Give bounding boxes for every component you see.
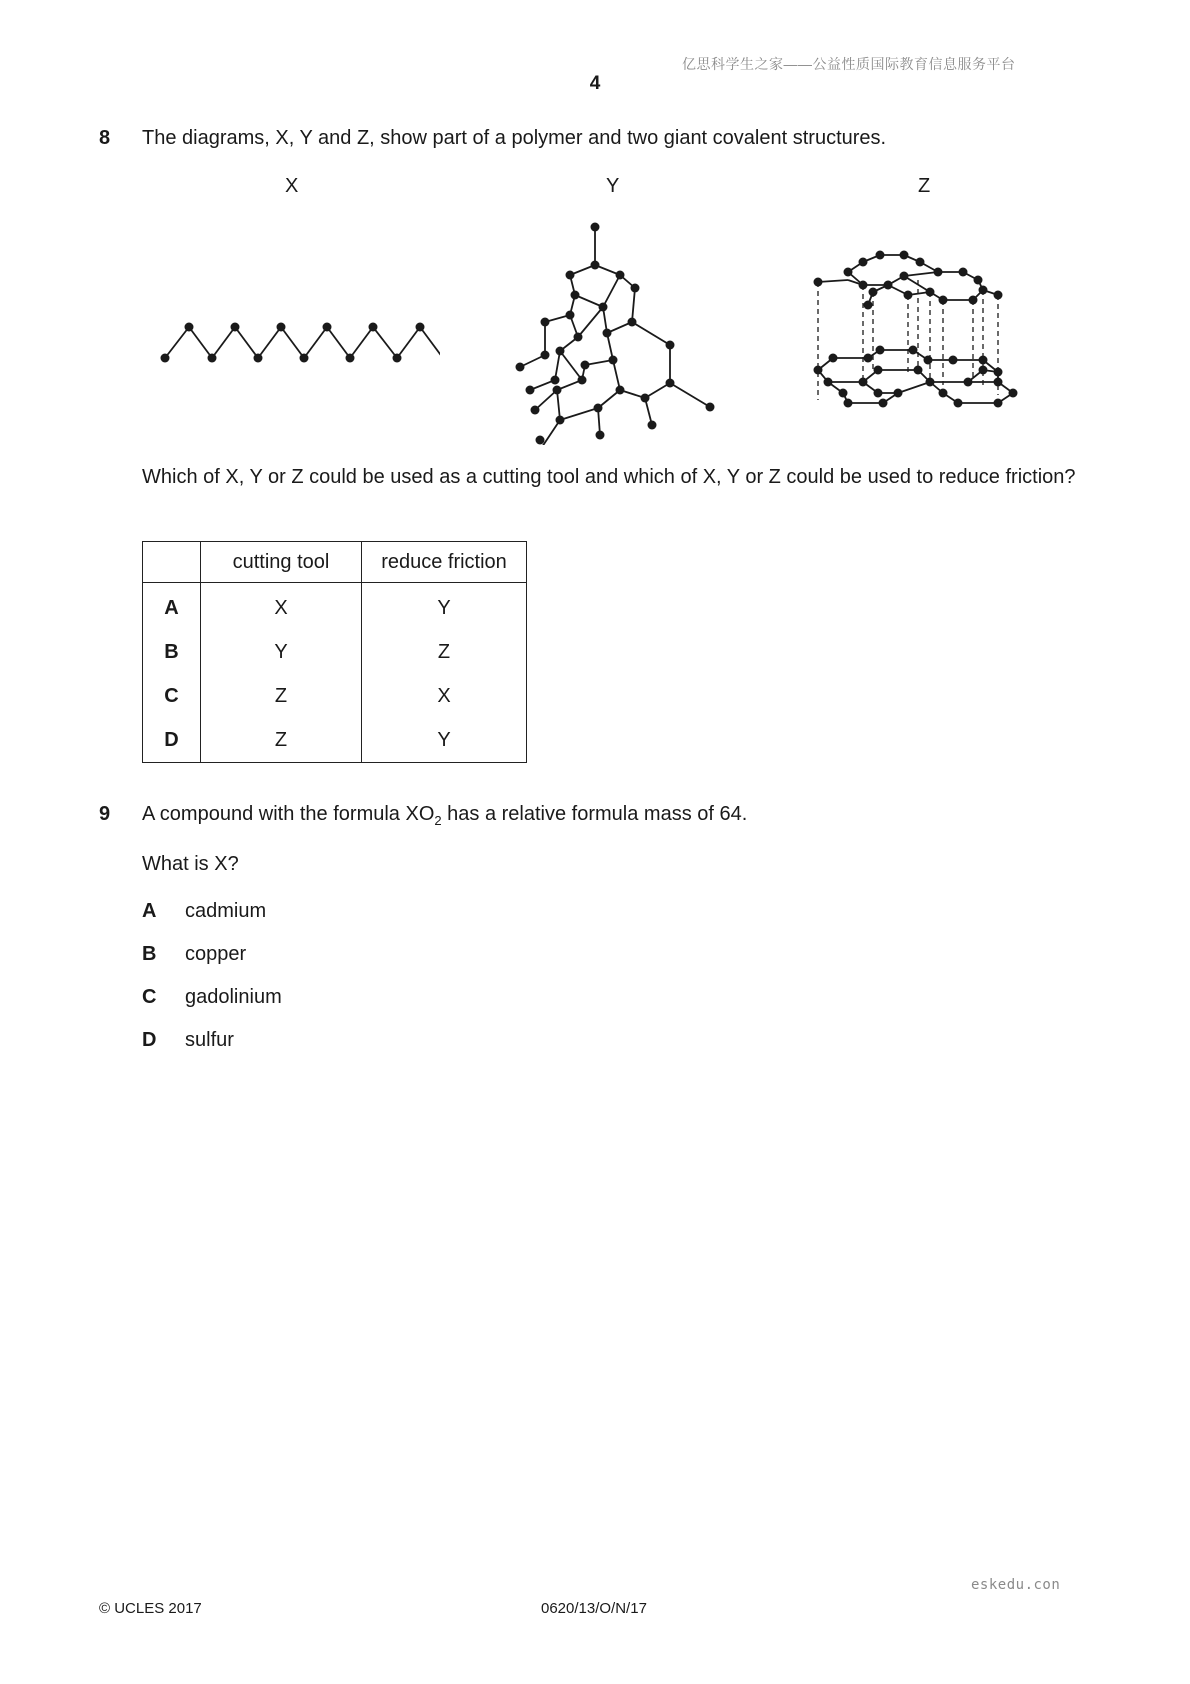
answer-table-header [143, 542, 527, 583]
option-letter: B [142, 943, 157, 965]
formula-subscript: 2 [434, 813, 442, 828]
graphite-top-layer [814, 251, 1003, 310]
header-reduce-friction: reduce friction [362, 542, 527, 583]
diagram-label-z: Z [918, 175, 931, 197]
question-8-number: 8 [99, 127, 111, 149]
formula-text-before: A compound with the formula XO [142, 803, 435, 825]
header-blank [143, 542, 201, 583]
diagram-x-polymer [150, 310, 440, 370]
option-letter: A [142, 900, 157, 922]
question-8-prompt: Which of X, Y or Z could be used as a cutting tool and which of X, Y or Z could be used to reduce friction? [142, 466, 1076, 488]
cutting-tool-cell: Y [201, 630, 362, 674]
option-d[interactable] [142, 1029, 234, 1052]
option-letter: C [142, 986, 157, 1008]
diagram-z-graphite [808, 250, 1048, 445]
diagram-label-x: X [285, 175, 299, 197]
option-c[interactable] [142, 986, 282, 1009]
option-text: gadolinium [185, 986, 282, 1008]
cutting-tool-cell: Z [201, 718, 362, 763]
reduce-friction-cell: X [362, 674, 527, 718]
row-letter: B [143, 630, 201, 674]
option-text: copper [185, 943, 247, 965]
question-9-number: 9 [99, 803, 111, 825]
cutting-tool-cell: X [201, 583, 362, 631]
watermark-text: 亿思科学生之家——公益性质国际教育信息服务平台 [682, 56, 1016, 72]
diagram-y-diamond [500, 215, 730, 445]
option-letter: D [142, 1029, 157, 1051]
footer-paper-code: 0620/13/O/N/17 [541, 1600, 647, 1617]
graphite-bottom-layer [814, 346, 1018, 408]
question-9-text [142, 803, 747, 828]
cutting-tool-cell: Z [201, 674, 362, 718]
reduce-friction-cell: Z [362, 630, 527, 674]
reduce-friction-cell: Y [362, 583, 527, 631]
header-cutting-tool: cutting tool [201, 542, 362, 583]
reduce-friction-cell: Y [362, 718, 527, 763]
table-row [143, 630, 527, 674]
option-a[interactable] [142, 900, 267, 923]
formula-text-after: has a relative formula mass of 64. [441, 803, 748, 825]
question-9-prompt: What is X? [142, 853, 239, 875]
row-letter: D [143, 718, 201, 763]
site-watermark: eskedu.con [971, 1577, 1061, 1593]
row-letter: C [143, 674, 201, 718]
question-8-text: The diagrams, X, Y and Z, show part of a polymer and two giant covalent structures. [142, 127, 887, 149]
option-text: sulfur [185, 1029, 234, 1051]
page-number: 4 [589, 73, 601, 94]
answer-table [142, 541, 527, 763]
footer-copyright: © UCLES 2017 [99, 1600, 202, 1617]
polymer-chain [161, 323, 441, 363]
diagram-label-y: Y [606, 175, 620, 197]
table-row [143, 674, 527, 718]
diamond-lattice [516, 223, 715, 446]
option-text: cadmium [185, 900, 267, 922]
row-letter: A [143, 583, 201, 631]
table-row [143, 583, 527, 631]
option-b[interactable] [142, 943, 247, 966]
table-row [143, 718, 527, 763]
